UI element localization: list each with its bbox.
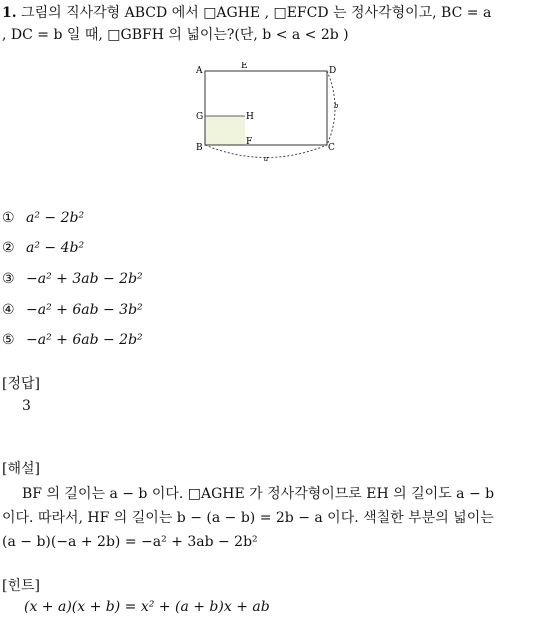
- label-A: A: [196, 66, 203, 76]
- question-line-1: [2, 2, 491, 24]
- hint-formula: (x + a)(x + b) = x² + (a + b)x + ab: [24, 599, 270, 615]
- option-5-expr: −a² + 6ab − 2b²: [26, 332, 143, 348]
- option-4[interactable]: [2, 300, 143, 320]
- answer-label: [정답]: [2, 376, 40, 392]
- question-number: 1.: [2, 5, 17, 21]
- option-5[interactable]: [2, 330, 143, 350]
- solution-line-2: 이다. 따라서, HF 의 길이는 b − (a − b) = 2b − a 이다. 색칠한 부분의 넓이는: [2, 510, 494, 526]
- option-1-expr: a² − 2b²: [26, 210, 85, 226]
- option-2[interactable]: [2, 238, 84, 258]
- label-F: F: [246, 137, 253, 147]
- label-H: H: [246, 112, 254, 122]
- solution-label: [해설]: [2, 461, 40, 477]
- option-3-number: ③: [2, 271, 15, 287]
- option-5-number: ⑤: [2, 332, 15, 348]
- solution-line-3: (a − b)(−a + 2b) = −a² + 3ab − 2b²: [2, 534, 258, 550]
- question-text-1: 그림의 직사각형 ABCD 에서 □AGHE , □EFCD 는 정사각형이고, BC = a: [21, 5, 492, 21]
- option-2-expr: a² − 4b²: [26, 240, 85, 256]
- option-3-expr: −a² + 3ab − 2b²: [26, 271, 143, 287]
- label-a: a: [264, 155, 269, 162]
- label-C: C: [328, 143, 335, 153]
- question-line-2: , DC = b 일 때, □GBFH 의 넓이는?(단, b < a < 2b ): [2, 27, 349, 43]
- figure-svg: [195, 62, 345, 162]
- label-D: D: [329, 66, 337, 76]
- option-1-number: ①: [2, 210, 15, 226]
- rectangle-figure: [195, 62, 345, 162]
- option-4-number: ④: [2, 302, 15, 318]
- label-G: G: [196, 112, 204, 122]
- shaded-region-gbfh: [205, 116, 245, 145]
- hint-label: [힌트]: [2, 578, 40, 594]
- option-3[interactable]: [2, 269, 143, 289]
- solution-line-1: BF 의 길이는 a − b 이다. □AGHE 가 정사각형이므로 EH 의 길이도 a − b: [22, 486, 495, 502]
- option-1[interactable]: [2, 208, 84, 228]
- label-b: b: [334, 102, 339, 110]
- label-B: B: [196, 143, 203, 153]
- option-4-expr: −a² + 6ab − 3b²: [26, 302, 143, 318]
- option-2-number: ②: [2, 240, 15, 256]
- label-E: E: [241, 62, 248, 71]
- answer-value: 3: [22, 398, 31, 414]
